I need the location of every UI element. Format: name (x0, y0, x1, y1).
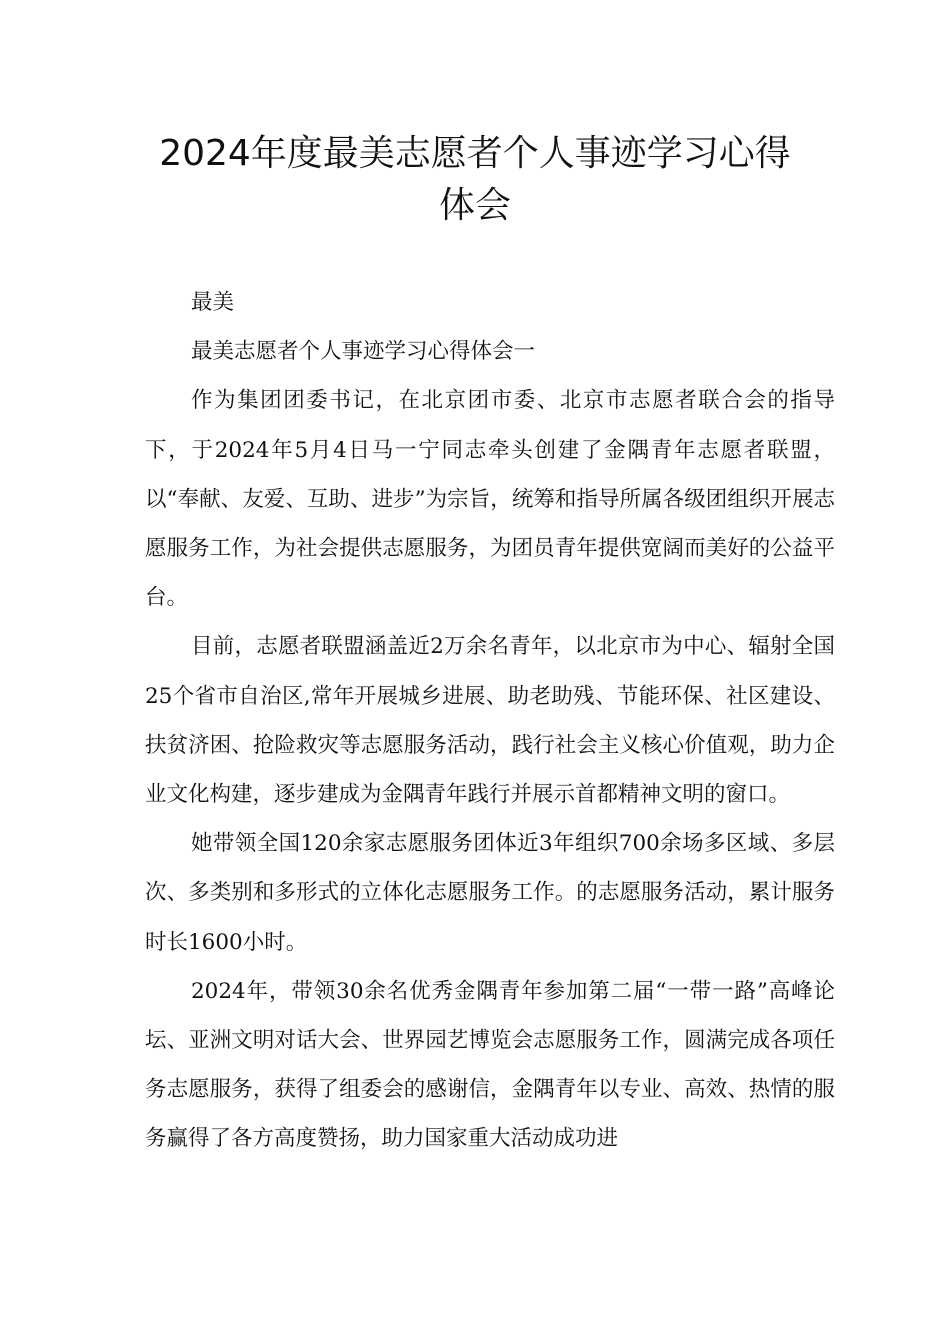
paragraph-heading-short: 最美 (191, 290, 235, 315)
document-body (145, 278, 835, 1164)
paragraph-activities: 她带领全国120余家志愿服务团体近3年组织700余场多区域、多层次、多类别和多形式的立体化志愿服务工作。的志愿服务活动，累计服务时长1600小时。 (145, 831, 835, 955)
paragraph-intro: 作为集团团委书记，在北京团市委、北京市志愿者联合会的指导下，于2024年5月4日马一宁同志牵头创建了金隅青年志愿者联盟，以“奉献、友爱、互助、进步”为宗旨，统筹和指导所属各级团组织开展志愿服务工作，为社会提供志愿服务，为团员青年提供宽阔而美好的公益平台。 (145, 388, 835, 611)
paragraph-subtitle: 最美志愿者个人事迹学习心得体会一 (191, 339, 536, 365)
document-title-line-2: 体会 (438, 185, 511, 226)
paragraph-current-status: 目前，志愿者联盟涵盖近2万余名青年，以北京市为中心、辐射全国25个省市自治区,常年开展城乡进展、助老助残、节能环保、社区建设、扶贫济困、抢险救灾等志愿服务活动，践行社会主义核心价值观，助力企业文化构建，逐步建成为金隅青年践行并展示首都精神文明的窗口。 (145, 634, 835, 808)
paragraph-2024-events: 2024年，带领30余名优秀金隅青年参加第二届“一带一路”高峰论坛、亚洲文明对话大会、世界园艺博览会志愿服务工作，圆满完成各项任务志愿服务，获得了组委会的感谢信，金隅青年以专业、高效、热情的服务赢得了各方高度赞扬，助力国家重大活动成功进 (145, 978, 835, 1152)
document-title-line-1: 2024年度最美志愿者个人事迹学习心得 (159, 133, 791, 174)
